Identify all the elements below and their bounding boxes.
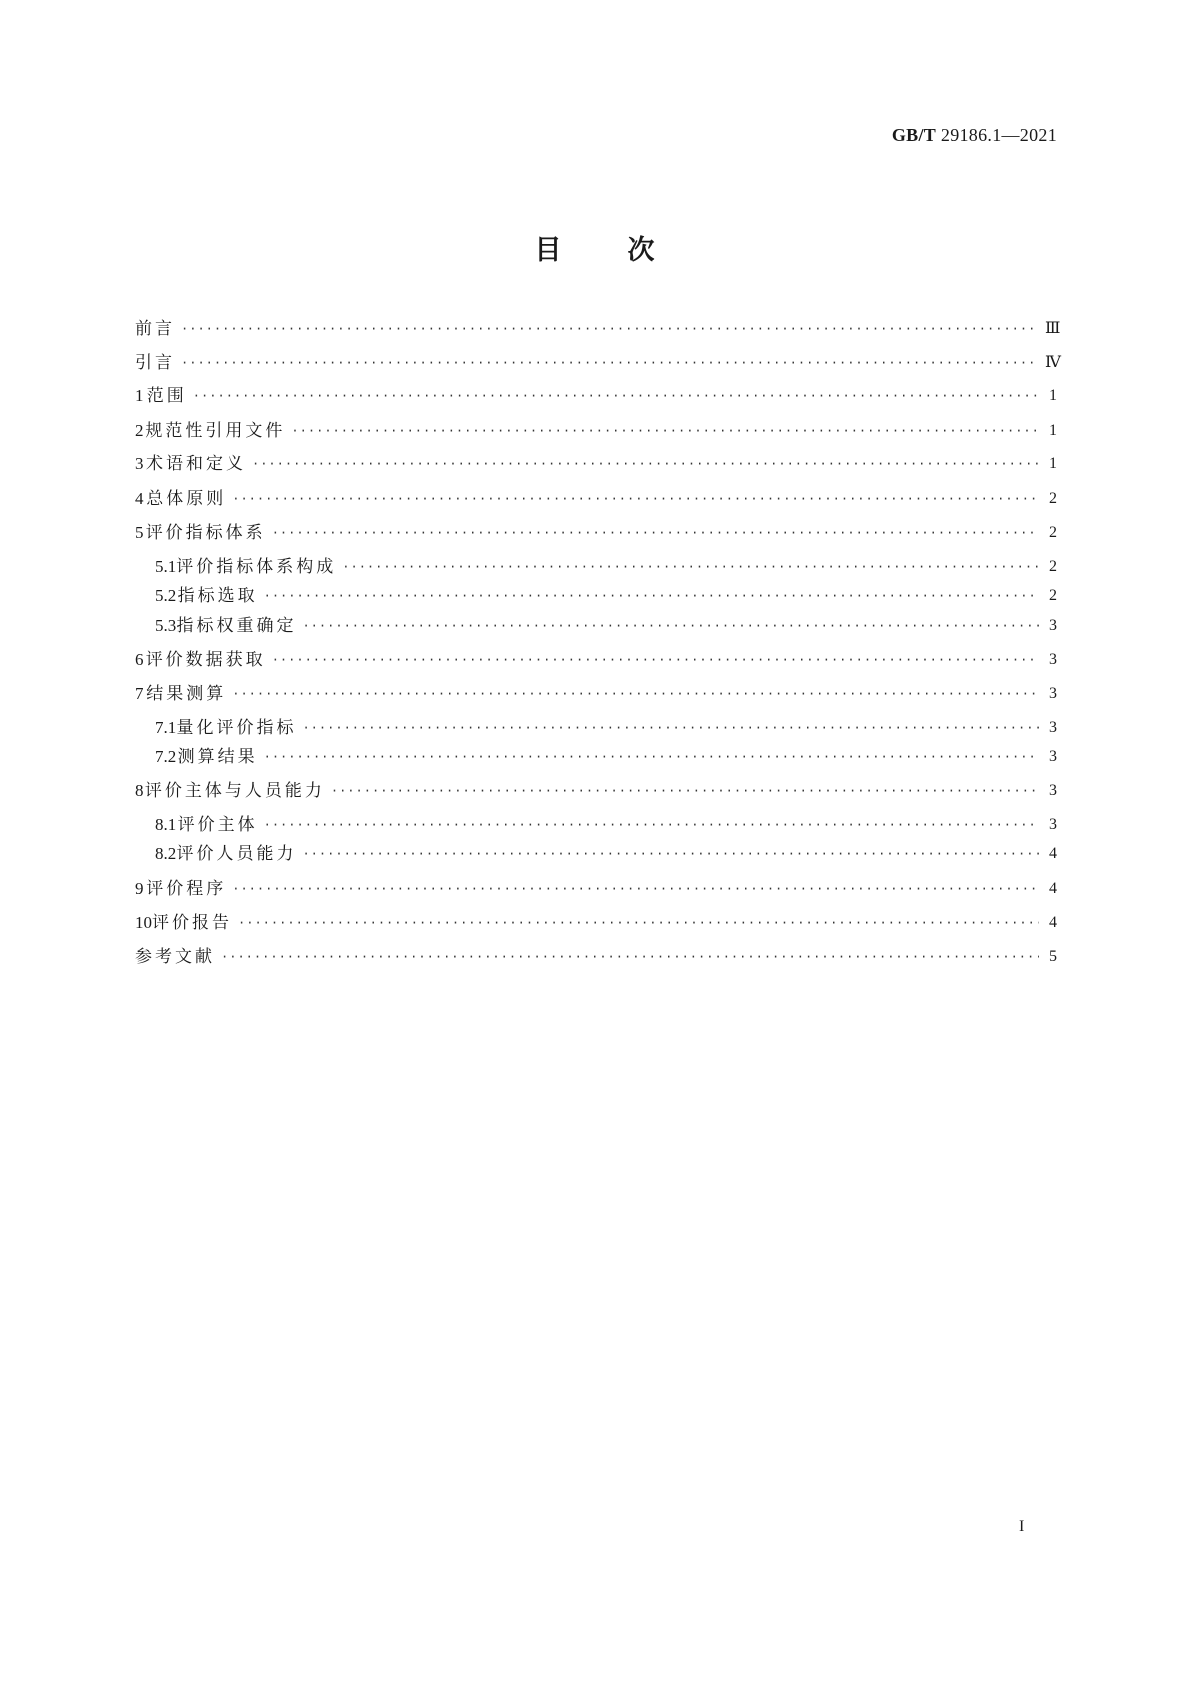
toc-entry-label: 评价数据获取 <box>145 650 266 670</box>
toc-entry-label: 评价主体与人员能力 <box>144 781 325 801</box>
toc-entry-label: 术语和定义 <box>145 454 246 474</box>
toc-dot-leader <box>238 911 1039 935</box>
toc-entry-label: 评价指标体系 <box>145 523 266 543</box>
toc-entry[interactable] <box>135 911 1057 935</box>
toc-entry-label: 引言 <box>135 353 175 373</box>
toc-entry-number: 5 <box>135 523 144 542</box>
toc-entry-label: 评价程序 <box>146 879 227 899</box>
toc-entry-page: 1 <box>1049 422 1057 439</box>
toc-entry[interactable] <box>155 813 1057 837</box>
toc-entry[interactable] <box>155 555 1057 579</box>
toc-dot-leader <box>181 351 1039 375</box>
toc-entry-page: 3 <box>1049 816 1057 833</box>
toc-entry-number: 7.2 <box>155 747 177 766</box>
toc-entry-label: 结果测算 <box>146 684 227 704</box>
toc-entry-number: 8.2 <box>155 844 177 863</box>
toc-entry-label: 评价指标体系构成 <box>176 557 337 577</box>
toc-entry-number: 5.3 <box>155 616 177 635</box>
toc-dot-leader <box>232 877 1039 901</box>
standard-code <box>892 125 1057 146</box>
toc-dot-leader <box>331 779 1039 803</box>
toc-entry-page: 3 <box>1049 719 1057 736</box>
toc-entry-label: 指标权重确定 <box>176 616 297 636</box>
toc-entry[interactable] <box>135 351 1061 375</box>
toc-entry[interactable] <box>135 452 1057 476</box>
toc-dot-leader <box>342 555 1039 579</box>
toc-entry[interactable] <box>155 842 1057 866</box>
toc-entry[interactable] <box>135 648 1057 672</box>
toc-entry-number: 5.2 <box>155 586 177 605</box>
toc-dot-leader <box>272 521 1039 545</box>
toc-dot-leader <box>302 716 1039 740</box>
title-char-1: 目 <box>534 235 564 266</box>
toc-entry-page: 1 <box>1049 387 1057 404</box>
toc-entry-page: 5 <box>1049 948 1057 965</box>
page-title <box>0 228 1191 267</box>
toc-dot-leader <box>302 614 1039 638</box>
toc-entry[interactable] <box>135 877 1057 901</box>
toc-entry[interactable] <box>135 384 1057 408</box>
toc-dot-leader <box>181 317 1039 341</box>
toc-dot-leader <box>264 813 1039 837</box>
toc-entry-page: 2 <box>1049 524 1057 541</box>
toc-entry-label: 前言 <box>135 319 175 339</box>
toc-entry-number: 10 <box>135 913 152 932</box>
toc-entry-label: 评价人员能力 <box>176 844 297 864</box>
toc-entry-number: 9 <box>135 879 144 898</box>
toc-entry-number: 2 <box>135 421 144 440</box>
toc-entry[interactable] <box>135 487 1057 511</box>
toc-entry-number: 8.1 <box>155 815 177 834</box>
toc-entry-label: 测算结果 <box>177 747 258 767</box>
toc-entry-page: 4 <box>1049 880 1057 897</box>
toc-dot-leader <box>252 452 1039 476</box>
toc-entry-number: 1 <box>135 386 144 405</box>
toc-entry-page: 4 <box>1049 914 1057 931</box>
toc-dot-leader <box>264 745 1039 769</box>
toc-entry-page: 3 <box>1049 617 1057 634</box>
toc-entry-label: 总体原则 <box>146 489 227 509</box>
toc-dot-leader <box>232 487 1039 511</box>
toc-dot-leader <box>193 384 1039 408</box>
toc-entry[interactable] <box>135 419 1057 443</box>
toc-entry[interactable] <box>155 745 1057 769</box>
toc-entry-page: Ⅲ <box>1045 320 1061 337</box>
toc-entry-label: 范围 <box>146 386 187 406</box>
standard-prefix: GB/T <box>891 125 937 145</box>
toc-dot-leader <box>264 584 1039 608</box>
toc-entry[interactable] <box>135 779 1057 803</box>
toc-entry[interactable] <box>135 521 1057 545</box>
standard-number: 29186.1—2021 <box>940 125 1057 145</box>
page-number: I <box>1019 1518 1025 1535</box>
toc-entry-number: 5.1 <box>155 557 177 576</box>
toc-entry-number: 6 <box>135 650 144 669</box>
toc-dot-leader <box>291 419 1039 443</box>
toc-dot-leader <box>221 945 1039 969</box>
toc-entry-page: 3 <box>1049 651 1057 668</box>
toc-entry-label: 评价主体 <box>177 815 258 835</box>
toc-entry[interactable] <box>135 317 1061 341</box>
toc-entry[interactable] <box>155 614 1057 638</box>
toc-entry-label: 指标选取 <box>177 586 258 606</box>
toc-dot-leader <box>272 648 1039 672</box>
toc-entry-label: 量化评价指标 <box>176 718 297 738</box>
toc-entry-page: 2 <box>1049 558 1057 575</box>
toc-entry[interactable] <box>135 682 1057 706</box>
toc-entry-page: 3 <box>1049 748 1057 765</box>
toc-entry-page: 3 <box>1049 782 1057 799</box>
toc-entry-page: Ⅳ <box>1045 354 1061 371</box>
toc-entry[interactable] <box>155 584 1057 608</box>
toc-entry-label: 评价报告 <box>152 913 232 933</box>
toc-entry-page: 2 <box>1049 587 1057 604</box>
toc-entry-number: 4 <box>135 489 144 508</box>
toc-dot-leader <box>232 682 1039 706</box>
toc-entry-number: 3 <box>135 454 144 473</box>
toc-entry[interactable] <box>155 716 1057 740</box>
toc-entry-label: 参考文献 <box>135 947 215 967</box>
toc-entry-number: 7 <box>135 684 144 703</box>
toc-entry-page: 2 <box>1049 490 1057 507</box>
toc-entry-number: 7.1 <box>155 718 177 737</box>
toc-entry-page: 4 <box>1049 845 1057 862</box>
title-char-2: 次 <box>627 235 657 266</box>
toc-entry-label: 规范性引用文件 <box>145 421 286 441</box>
toc-entry[interactable] <box>135 945 1057 969</box>
toc-entry-page: 3 <box>1049 685 1057 702</box>
toc-entry-number: 8 <box>135 781 144 800</box>
toc-dot-leader <box>302 842 1039 866</box>
toc-entry-page: 1 <box>1049 455 1057 472</box>
